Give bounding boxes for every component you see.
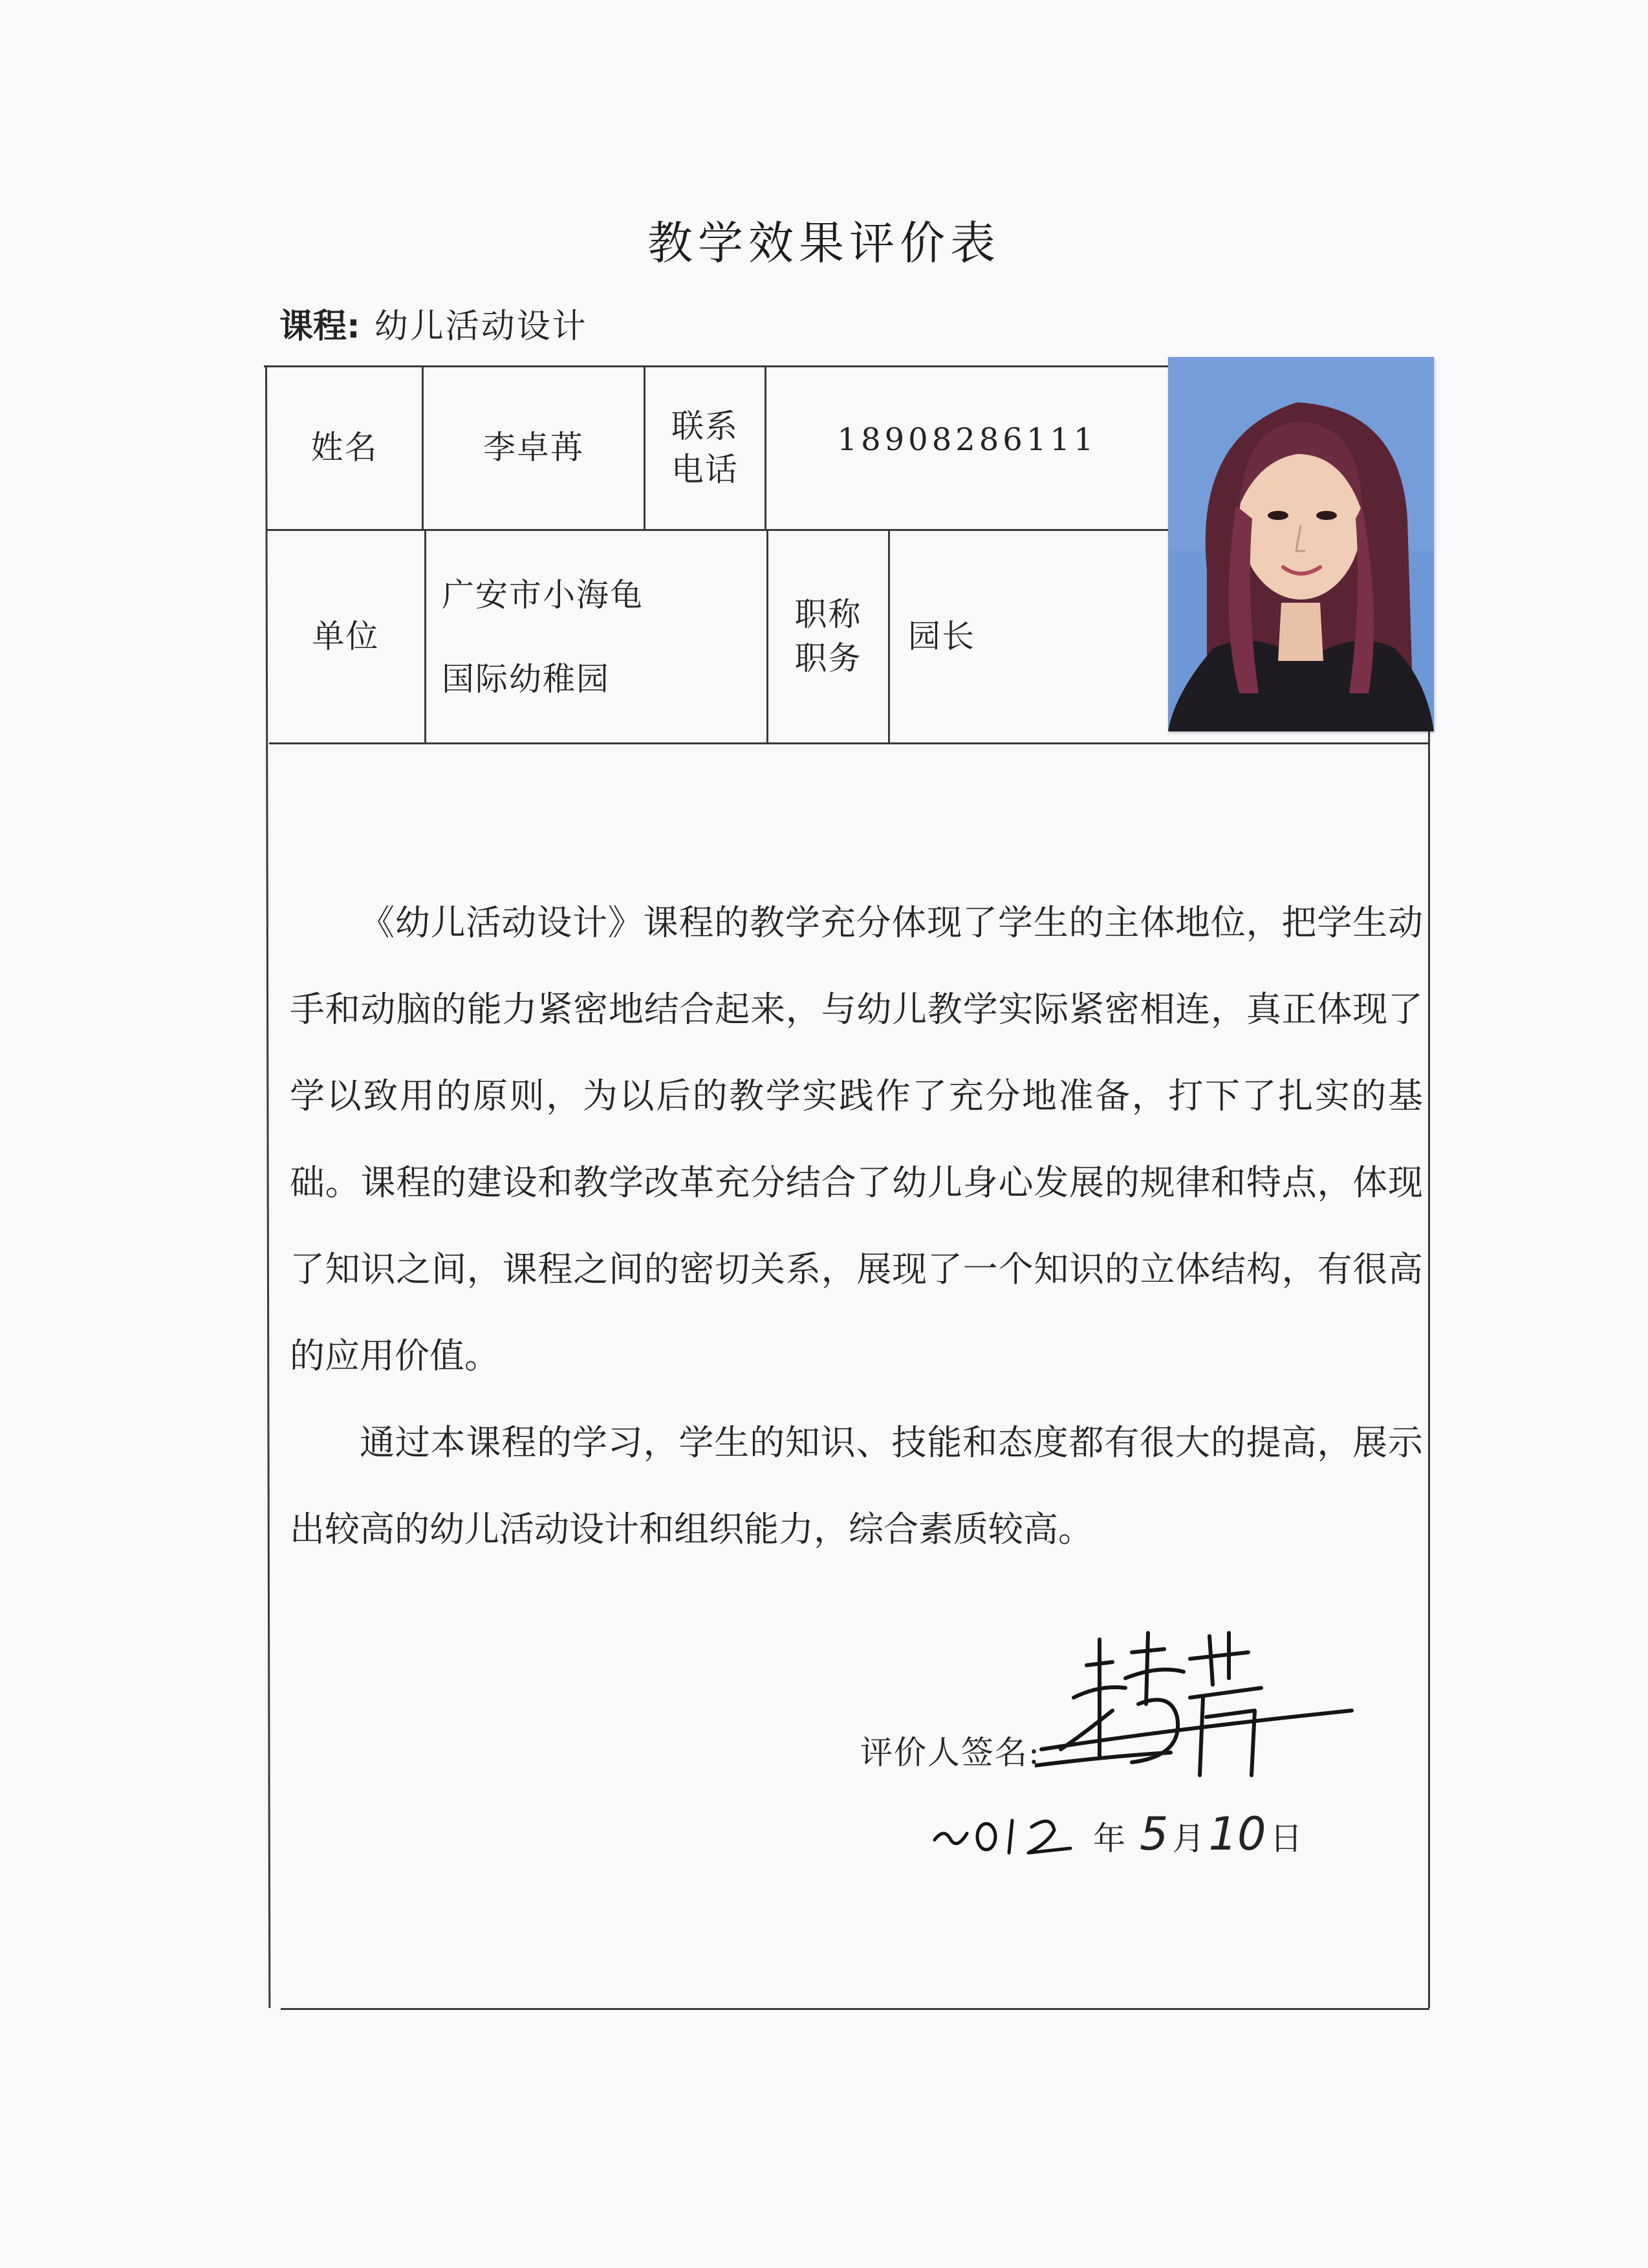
course-line [279,299,588,347]
unit-label: 单位 [312,617,380,655]
unit-value-cell [426,531,766,742]
name-value-cell [424,367,644,529]
date-month-char: 月 [1172,1820,1205,1857]
signature-date [1093,1808,1303,1861]
date-month: 5 [1139,1808,1169,1861]
handwritten-year [931,1804,1093,1863]
date-day-char: 日 [1270,1820,1303,1857]
phone-label-line2: 电话 [671,451,739,488]
table-border-right [1428,731,1430,2008]
page-title: 教学效果评价表 [647,217,1001,270]
name-label-cell [267,367,422,529]
phone-label-cell [645,367,764,529]
name-label: 姓名 [310,429,378,467]
review-text [290,880,1423,1573]
title-value-cell [890,531,1168,742]
unit-value-line2: 国际幼稚园 [442,660,610,698]
phone-label-line1: 联系 [671,407,739,445]
portrait-photo [1168,357,1434,731]
table-divider-row2 [269,742,1429,744]
handwritten-signature [1035,1626,1371,1795]
phone-value: 18908286111 [837,422,1098,458]
date-year-char: 年 [1093,1820,1125,1857]
signature-label: 评价人签名: [860,1734,1041,1771]
portrait-illustration [1168,357,1434,731]
name-value: 李卓苒 [483,429,584,467]
course-label: 课程: [279,307,360,346]
date-day: 10 [1208,1808,1266,1861]
title-label-cell [768,531,888,742]
title-label-line2: 职务 [794,639,862,677]
title-value: 园长 [908,617,975,655]
title-label-line1: 职称 [794,596,862,633]
review-paragraph-2: 通过本课程的学习，学生的知识、技能和态度都有很大的提高，展示出较高的幼儿活动设计和组织能力，综合素质较高。 [290,1422,1423,1550]
unit-value-line1: 广安市小海龟 [442,576,644,614]
review-paragraph-1: 《幼儿活动设计》课程的教学充分体现了学生的主体地位，把学生动手和动脑的能力紧密地结合起来，与幼儿教学实际紧密相连，真正体现了学以致用的原则，为以后的教学实践作了充分地准备，打下了扎实的基础。课程的建设和教学改革充分结合了幼儿身心发展的规律和特点，体现了知识之间，课程之间的密切关系，展现了一个知识的立体结构，有很高的应用价值。 [290,902,1423,1376]
course-value: 幼儿活动设计 [374,307,588,346]
table-border-bottom [281,2008,1429,2010]
unit-label-cell [267,531,424,742]
phone-value-cell [766,367,1168,529]
